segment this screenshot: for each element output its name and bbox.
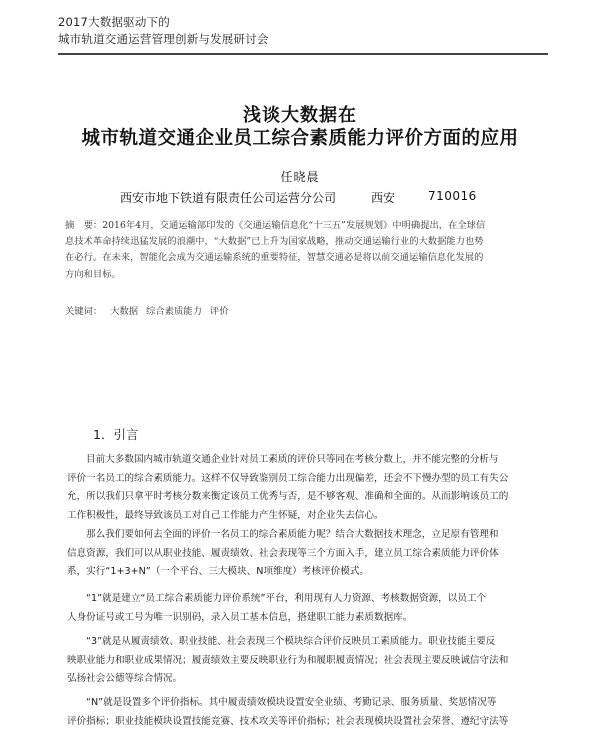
paragraph-line: 评价指标；职业技能模块设置技能竞赛、技术攻关等评价指标；社会表现模块设置社会荣誉、遵纪守法等 bbox=[67, 715, 509, 727]
paragraph-line: 那么我们要如何去全面的评价一名员工的综合素质能力呢？结合大数据技术理念，立足原有管理和 bbox=[86, 529, 499, 540]
paragraph-line: 人身份证号或工号为唯一识别码，录入员工基本信息，搭建职工能力素质数据库。 bbox=[67, 611, 413, 623]
header-rule bbox=[58, 53, 548, 55]
affiliation-city: 西安 bbox=[371, 191, 396, 205]
keyword: 评价 bbox=[209, 306, 229, 317]
keyword: 大数据 bbox=[110, 306, 139, 317]
paragraph-line: 评价一名员工的综合素质能力。这样不仅导致鉴别员工综合能力出现偏差，还会不下慢办型的员工有失公 bbox=[67, 472, 509, 484]
section-heading-intro: 1．引言 bbox=[93, 427, 139, 442]
affiliation-zip: 710016 bbox=[428, 189, 477, 203]
title-line2: 城市轨道交通企业员工综合素质能力评价方面的应用 bbox=[81, 128, 519, 149]
paragraph-line: 目前大多数国内城市轨道交通企业针对员工素质的评价只等同在考核分数上，并不能完整的分析与 bbox=[86, 454, 499, 465]
paragraph-5 bbox=[67, 694, 543, 731]
paragraph-line: 允，所以我们只拿平时考核分数来衡定该员工优秀与否，是不够客观、准确和全面的。从而影响该员工的 bbox=[67, 491, 509, 502]
paragraph-line: “1”就是建立“员工综合素质能力评价系统”平台，利用现有人力资源、考核数据资源，以员工个 bbox=[86, 593, 487, 604]
author-name: 任晓晨 bbox=[280, 170, 320, 184]
title-line1: 浅谈大数据在 bbox=[243, 105, 357, 126]
abstract-line: 摘 要：2016年4月，交通运输部印发的《交通运输信息化“十三五”发展规划》中明确提出，在全球信 bbox=[65, 220, 486, 231]
keyword: 综合素质能力 bbox=[146, 306, 202, 317]
paragraph-line: 弘扬社会公德等综合情况。 bbox=[67, 673, 183, 684]
paragraph-2 bbox=[67, 526, 543, 582]
running-header-line1: 2017大数据驱动下的 bbox=[58, 15, 170, 29]
paragraph-line: 信息资源，我们可以从职业技能、履责绩效、社会表现等三个方面入手，建立员工综合素质能力评价体 bbox=[67, 547, 499, 559]
paragraph-line: “N”就是设置多个评价指标。其中履责绩效模块设置安全业绩、考勤记录、服务质量、奖惩情况等 bbox=[86, 697, 497, 708]
abstract-label: 摘 要： bbox=[65, 220, 103, 231]
paragraph-line: 系，实行“1+3+N”（一个平台、三大模块、N项维度）考核评价模式。 bbox=[67, 566, 370, 577]
paragraph-3 bbox=[67, 590, 543, 627]
affiliation-org: 西安市地下铁道有限责任公司运营分公司 bbox=[120, 191, 337, 205]
running-header-line2: 城市轨道交通运营管理创新与发展研讨会 bbox=[58, 32, 269, 46]
abstract-line: 息技术革命持续迅猛发展的浪潮中，“大数据”已上升为国家战略，推动交通运输行业的大数据能力也势 bbox=[65, 236, 484, 248]
paragraph-line: 映职业能力和职业成果情况；履责绩效主要反映职业行为和履职履责情况；社会表现主要反映诚信守法和 bbox=[67, 654, 509, 666]
paragraph-line: “3”就是从履责绩效、职业技能、社会表现三个模块综合评价反映员工素质能力。职业技能主要反 bbox=[86, 636, 496, 647]
abstract-line: 在必行。在未来，智能化会成为交通运输系统的重要特征，智慧交通必是将以前交通运输信息化发展的 bbox=[65, 252, 484, 264]
keywords bbox=[65, 303, 229, 317]
paragraph-1 bbox=[67, 451, 543, 525]
paragraph-4 bbox=[67, 633, 543, 689]
abstract bbox=[65, 218, 543, 283]
abstract-line: 方向和目标。 bbox=[65, 268, 121, 280]
keywords-label: 关键词： bbox=[65, 306, 103, 317]
paragraph-line: 工作积极性，最终导致该员工对自己工作能力产生怀疑，对企业失去信心。 bbox=[67, 509, 384, 521]
